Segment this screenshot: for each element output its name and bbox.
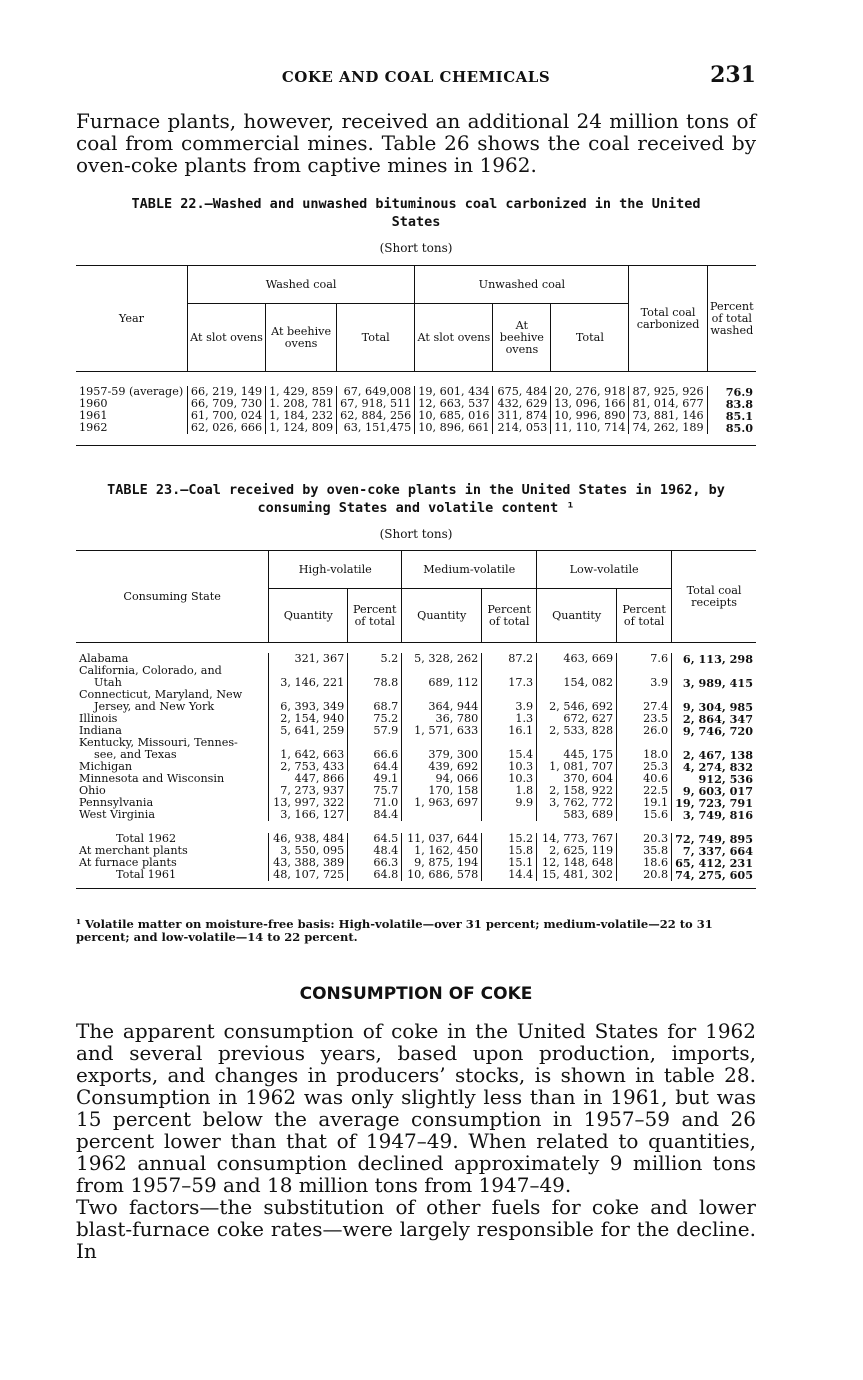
table22-header-unwashed: Unwashed coal <box>415 266 629 304</box>
table23-cell: 18.0 <box>617 749 672 761</box>
table23-cell <box>617 737 672 749</box>
table22-header-washed: Washed coal <box>187 266 414 304</box>
table-row <box>76 677 756 689</box>
table23-cell: 1, 571, 633 <box>402 725 482 737</box>
table23-cell: 1, 081, 707 <box>537 761 617 773</box>
table23-body <box>76 643 756 889</box>
table23-caption-line1: TABLE 23.—Coal received by oven-coke plants in the United States in 1962, by <box>107 482 725 498</box>
table23-cell <box>402 689 482 701</box>
table23-cell: 3, 989, 415 <box>672 677 756 689</box>
table23-cell: 64.8 <box>348 869 402 881</box>
table22-cell: 19, 601, 434 <box>415 386 493 398</box>
table23-cell: 439, 692 <box>402 761 482 773</box>
table23-cell: 7.6 <box>617 653 672 665</box>
table23-header-total: Total coal receipts <box>672 551 756 643</box>
table22-year: 1957-59 (average) <box>79 384 184 398</box>
table23-cell: 16.1 <box>482 725 537 737</box>
table22-cell: 74, 262, 189 <box>629 422 707 434</box>
table-row <box>76 701 756 713</box>
table23-cell: 68.7 <box>348 701 402 713</box>
table-row <box>76 869 756 881</box>
page-number: 231 <box>710 62 756 88</box>
table22-header-unwashed-beehive: At beehive ovens <box>493 304 551 372</box>
table23-cell <box>482 689 537 701</box>
table23-cell: 15.2 <box>482 833 537 845</box>
table23-cell: 5, 641, 259 <box>269 725 348 737</box>
table22-cell: 85.0 <box>707 422 756 434</box>
table23-cell: 2, 753, 433 <box>269 761 348 773</box>
table23-cell: 10.3 <box>482 761 537 773</box>
table22-cell: 11, 110, 714 <box>551 422 629 434</box>
table-row <box>76 725 756 737</box>
table23-cell: 25.3 <box>617 761 672 773</box>
table22-cell: 1. 208, 781 <box>266 398 337 410</box>
table23-cell: 48, 107, 725 <box>269 869 348 881</box>
table23-cell: 4, 274, 832 <box>672 761 756 773</box>
table23-cell: 9.9 <box>482 797 537 809</box>
table22-cell: 311, 874 <box>493 410 551 422</box>
table22-header-total-carbonized: Total coal carbonized <box>629 266 707 372</box>
table23-cell: 170, 158 <box>402 785 482 797</box>
table23-cell: 321, 367 <box>269 653 348 665</box>
table22 <box>76 265 756 446</box>
table23-cell <box>348 689 402 701</box>
table23-cell: 27.4 <box>617 701 672 713</box>
table22-cell: 10, 685, 016 <box>415 410 493 422</box>
table22-cell: 85.1 <box>707 410 756 422</box>
table23-cell <box>482 737 537 749</box>
table-row <box>76 809 756 821</box>
table23-cell <box>537 665 617 677</box>
table23-cell: 3, 146, 221 <box>269 677 348 689</box>
table23-cell: 5, 328, 262 <box>402 653 482 665</box>
table23-cell: 3, 550, 095 <box>269 845 348 857</box>
table23-cell: 10, 686, 578 <box>402 869 482 881</box>
table23-cell: 364, 944 <box>402 701 482 713</box>
intro-paragraph: Furnace plants, however, received an additional 24 million tons of coal from commercial mines. Table 26 shows the coal received by oven-coke plants from captive mines in 1962. <box>76 109 756 177</box>
table23-cell: 22.5 <box>617 785 672 797</box>
table23-state-label: Connecticut, Maryland, New <box>79 687 243 701</box>
table23-cell: 3, 166, 127 <box>269 809 348 821</box>
table23-caption <box>76 481 756 517</box>
table23-cell: 64.4 <box>348 761 402 773</box>
table22-cell: 675, 484 <box>493 386 551 398</box>
table23-cell: 11, 037, 644 <box>402 833 482 845</box>
table22-cell: 432, 629 <box>493 398 551 410</box>
table22-cell: 1, 429, 859 <box>266 386 337 398</box>
table22-cell: 73, 881, 146 <box>629 410 707 422</box>
table23-cell: 66.3 <box>348 857 402 869</box>
table23-cell <box>672 689 756 701</box>
table23-cell: 15, 481, 302 <box>537 869 617 881</box>
table22-cell: 62, 026, 666 <box>187 422 265 434</box>
table23-state-label: Minnesota and Wisconsin <box>79 771 225 785</box>
table23-cell: 78.8 <box>348 677 402 689</box>
table23-cell: 40.6 <box>617 773 672 785</box>
table23-cell: 46, 938, 484 <box>269 833 348 845</box>
table23-cell: 5.2 <box>348 653 402 665</box>
table23-caption-line2: consuming States and volatile content ¹ <box>257 500 575 516</box>
table-row <box>76 785 756 797</box>
table23-cell: 3.9 <box>617 677 672 689</box>
table23-cell: 3.9 <box>482 701 537 713</box>
table22-caption-line2: States <box>391 214 441 230</box>
table23-cell <box>672 665 756 677</box>
table23-cell <box>537 737 617 749</box>
table23-header-medium: Medium-volatile <box>402 551 537 589</box>
table23-cell: 463, 669 <box>537 653 617 665</box>
section-heading: CONSUMPTION OF COKE <box>299 984 533 1004</box>
table22-header-washed-beehive: At beehive ovens <box>266 304 337 372</box>
table23-cell <box>402 809 482 821</box>
table23-cell: 2, 625, 119 <box>537 845 617 857</box>
table23-cell: 2, 158, 922 <box>537 785 617 797</box>
table23-cell: 94, 066 <box>402 773 482 785</box>
table23-cell: 9, 304, 985 <box>672 701 756 713</box>
table23-cell: 7, 337, 664 <box>672 845 756 857</box>
table23-cell: 71.0 <box>348 797 402 809</box>
table23-cell: 1, 162, 450 <box>402 845 482 857</box>
table23-cell: 15.8 <box>482 845 537 857</box>
table23-state-label: Alabama <box>79 651 129 665</box>
table23-cell: 15.4 <box>482 749 537 761</box>
table22-caption <box>76 195 756 231</box>
table23-state-label: Kentucky, Missouri, Tennes- <box>79 735 238 749</box>
table23-cell: 3, 762, 772 <box>537 797 617 809</box>
table22-year: 1961 <box>79 408 108 422</box>
table23-cell: 2, 533, 828 <box>537 725 617 737</box>
table22-cell: 61, 700, 024 <box>187 410 265 422</box>
table23-state-label: Illinois <box>79 711 118 725</box>
table23-total-label: At furnace plants <box>79 855 177 869</box>
table23-state-label: West Virginia <box>79 807 156 821</box>
table23-cell: 689, 112 <box>402 677 482 689</box>
table23-state-label: Ohio <box>79 783 106 797</box>
table23-total-label: Total 1962 <box>116 831 177 845</box>
table22-cell: 66, 709, 730 <box>187 398 265 410</box>
table22-caption-line1: TABLE 22.—Washed and unwashed bituminous coal carbonized in the United <box>131 196 701 212</box>
table23-header-low: Low-volatile <box>537 551 672 589</box>
table-row <box>76 737 756 749</box>
table22-cell: 20, 276, 918 <box>551 386 629 398</box>
table23-cell: 20.8 <box>617 869 672 881</box>
table23-cell: 15.6 <box>617 809 672 821</box>
table-row <box>76 833 756 845</box>
table23-total-label: At merchant plants <box>79 843 188 857</box>
table23-cell: 447, 866 <box>269 773 348 785</box>
table22-cell: 67, 649,008 <box>337 386 415 398</box>
table23-cell <box>269 665 348 677</box>
table23-state-label: California, Colorado, and <box>79 663 222 677</box>
table22-header-washed-slot: At slot ovens <box>187 304 265 372</box>
table22-year: 1960 <box>79 396 108 410</box>
table22-cell: 10, 896, 661 <box>415 422 493 434</box>
table23-cell: 2, 546, 692 <box>537 701 617 713</box>
table23-cell: 672, 627 <box>537 713 617 725</box>
table23-header-low-percent: Percent of total <box>617 589 672 643</box>
table-row <box>76 422 756 434</box>
table23-cell: 17.3 <box>482 677 537 689</box>
table23-cell: 12, 148, 648 <box>537 857 617 869</box>
table23-cell: 6, 113, 298 <box>672 653 756 665</box>
table22-cell: 62, 884, 256 <box>337 410 415 422</box>
table23-cell: 370, 604 <box>537 773 617 785</box>
table23-cell: 10.3 <box>482 773 537 785</box>
table23-state-label: Michigan <box>79 759 133 773</box>
table-row <box>76 653 756 665</box>
table23-cell: 445, 175 <box>537 749 617 761</box>
table22-cell: 66, 219, 149 <box>187 386 265 398</box>
table23-header-high-percent: Percent of total <box>348 589 402 643</box>
table22-header-year: Year <box>76 266 187 372</box>
table23-cell: 3, 749, 816 <box>672 809 756 821</box>
table23-cell <box>402 665 482 677</box>
table23-cell: 75.2 <box>348 713 402 725</box>
table23-cell: 7, 273, 937 <box>269 785 348 797</box>
table22-header-washed-total: Total <box>337 304 415 372</box>
table23-state-label: Indiana <box>79 723 122 737</box>
table23-cell: 1.3 <box>482 713 537 725</box>
table23-cell: 19.1 <box>617 797 672 809</box>
table23-cell: 35.8 <box>617 845 672 857</box>
table23-cell: 2, 467, 138 <box>672 749 756 761</box>
table23-state-label: Jersey, and New York <box>94 699 215 713</box>
table23-cell: 379, 300 <box>402 749 482 761</box>
table23-cell <box>537 689 617 701</box>
table23-cell <box>672 737 756 749</box>
table23-cell: 1, 963, 697 <box>402 797 482 809</box>
table-row <box>76 857 756 869</box>
table22-cell: 1, 184, 232 <box>266 410 337 422</box>
table23-cell: 1, 642, 663 <box>269 749 348 761</box>
table-row <box>76 665 756 677</box>
table23-header-medium-percent: Percent of total <box>482 589 537 643</box>
table23-footnote: ¹ Volatile matter on moisture-free basis: High-volatile—over 31 percent; medium-volatile—22 to 31 percent; and low-volatile—14 to 22 percent. <box>76 917 713 944</box>
table23 <box>76 550 756 889</box>
table22-cell: 67, 918, 511 <box>337 398 415 410</box>
table23-cell <box>269 737 348 749</box>
table23-cell: 18.6 <box>617 857 672 869</box>
table23-cell: 87.2 <box>482 653 537 665</box>
table23-header-high-quantity: Quantity <box>269 589 348 643</box>
table-row <box>76 845 756 857</box>
table23-cell <box>402 737 482 749</box>
running-title: COKE AND COAL CHEMICALS <box>281 68 551 86</box>
table23-cell: 57.9 <box>348 725 402 737</box>
table23-header-medium-quantity: Quantity <box>402 589 482 643</box>
table23-unit: (Short tons) <box>379 527 453 541</box>
table22-header-percent-washed: Percent of total washed <box>707 266 756 372</box>
table23-cell: 14.4 <box>482 869 537 881</box>
table23-state-label: see, and Texas <box>94 747 177 761</box>
table23-cell: 583, 689 <box>537 809 617 821</box>
table23-cell: 6, 393, 349 <box>269 701 348 713</box>
table23-cell: 23.5 <box>617 713 672 725</box>
table23-cell <box>482 809 537 821</box>
table-row <box>76 797 756 809</box>
table23-cell: 14, 773, 767 <box>537 833 617 845</box>
table-row <box>76 386 756 398</box>
table23-cell: 2, 864, 347 <box>672 713 756 725</box>
table23-cell <box>617 665 672 677</box>
table22-cell: 1, 124, 809 <box>266 422 337 434</box>
table23-cell: 13, 997, 322 <box>269 797 348 809</box>
table23-cell: 20.3 <box>617 833 672 845</box>
table23-cell: 65, 412, 231 <box>672 857 756 869</box>
table23-cell: 64.5 <box>348 833 402 845</box>
table23-cell <box>348 665 402 677</box>
table22-year: 1962 <box>79 420 108 434</box>
table22-cell: 81, 014, 677 <box>629 398 707 410</box>
table23-cell: 72, 749, 895 <box>672 833 756 845</box>
table23-cell: 66.6 <box>348 749 402 761</box>
table23-cell <box>482 665 537 677</box>
table23-cell: 9, 746, 720 <box>672 725 756 737</box>
table23-cell: 43, 388, 389 <box>269 857 348 869</box>
table23-cell <box>348 737 402 749</box>
table22-cell: 12, 663, 537 <box>415 398 493 410</box>
table-row <box>76 689 756 701</box>
table22-cell: 214, 053 <box>493 422 551 434</box>
table23-cell: 84.4 <box>348 809 402 821</box>
table22-unit: (Short tons) <box>379 241 453 255</box>
running-header <box>76 62 756 92</box>
table-row <box>76 749 756 761</box>
table23-header-high: High-volatile <box>269 551 402 589</box>
table23-header-low-quantity: Quantity <box>537 589 617 643</box>
table-row <box>76 761 756 773</box>
table22-cell: 63, 151,475 <box>337 422 415 434</box>
table22-cell: 10, 996, 890 <box>551 410 629 422</box>
table22-cell: 13, 096, 166 <box>551 398 629 410</box>
table22-cell: 83.8 <box>707 398 756 410</box>
table-row <box>76 713 756 725</box>
table23-cell: 75.7 <box>348 785 402 797</box>
table23-state-label: Pennsylvania <box>79 795 154 809</box>
table23-cell: 154, 082 <box>537 677 617 689</box>
table23-cell: 912, 536 <box>672 773 756 785</box>
table23-cell: 74, 275, 605 <box>672 869 756 881</box>
table23-cell: 49.1 <box>348 773 402 785</box>
table23-cell: 36, 780 <box>402 713 482 725</box>
table23-cell: 15.1 <box>482 857 537 869</box>
table23-cell: 9, 875, 194 <box>402 857 482 869</box>
table23-cell <box>269 689 348 701</box>
consumption-paragraph: The apparent consumption of coke in the United States for 1962 and several previous years, based upon production, imports, exports, and changes in producers’ stocks, is shown in table 28. Consumption in 1962 was only slightly less than in 1961, but was 15 percent below the average consumption in 1957–59 and 26 percent lower than that of 1947–49. When related to quantities, 1962 annual consumption declined approximately 9 million tons from 1957–59 and 18 million tons from 1947–49. <box>76 1019 756 1197</box>
table-row <box>76 410 756 422</box>
table23-header-state: Consuming State <box>76 551 269 643</box>
factors-paragraph: Two factors—the substitution of other fuels for coke and lower blast-furnace coke rates—were largely responsible for the decline. In <box>76 1195 756 1263</box>
table23-total-label: Total 1961 <box>116 867 177 881</box>
table23-cell: 26.0 <box>617 725 672 737</box>
table23-cell <box>617 689 672 701</box>
table23-cell: 48.4 <box>348 845 402 857</box>
table23-cell: 2, 154, 940 <box>269 713 348 725</box>
table-row <box>76 773 756 785</box>
table-row <box>76 398 756 410</box>
table23-cell: 1.8 <box>482 785 537 797</box>
table23-state-label: Utah <box>94 675 122 689</box>
table23-cell: 19, 723, 791 <box>672 797 756 809</box>
table22-header-unwashed-total: Total <box>551 304 629 372</box>
table22-cell: 87, 925, 926 <box>629 386 707 398</box>
table22-header-unwashed-slot: At slot ovens <box>415 304 493 372</box>
table23-cell: 9, 603, 017 <box>672 785 756 797</box>
table22-cell: 76.9 <box>707 386 756 398</box>
